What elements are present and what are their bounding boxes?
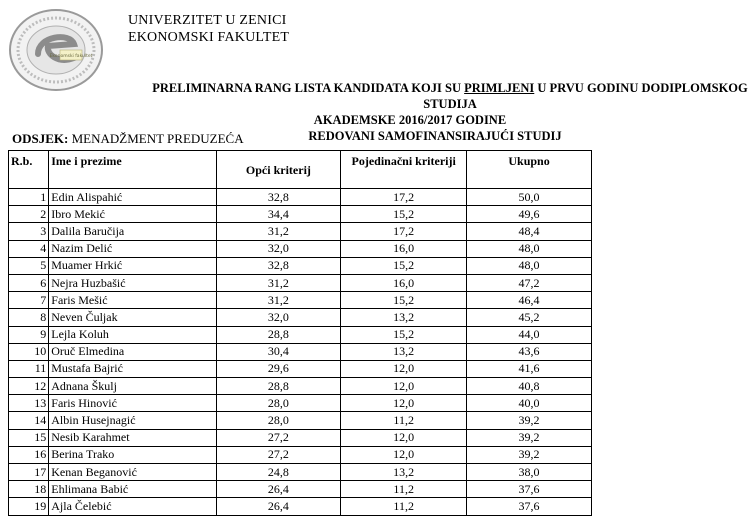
cell-general: 32,0 xyxy=(216,240,341,257)
cell-name: Lejla Koluh xyxy=(49,326,216,343)
cell-total: 39,2 xyxy=(467,446,592,463)
cell-general: 32,0 xyxy=(216,309,341,326)
cell-rb: 15 xyxy=(9,429,49,446)
cell-individual: 16,0 xyxy=(341,240,467,257)
cell-total: 46,4 xyxy=(467,292,592,309)
cell-individual: 11,2 xyxy=(341,412,467,429)
cell-name: Nesib Karahmet xyxy=(49,429,216,446)
cell-individual: 17,2 xyxy=(341,223,467,240)
cell-total: 40,0 xyxy=(467,395,592,412)
cell-name: Muamer Hrkić xyxy=(49,257,216,274)
cell-general: 34,4 xyxy=(216,206,341,223)
department-label: ODSJEK: xyxy=(12,131,69,146)
cell-individual: 12,0 xyxy=(341,429,467,446)
cell-general: 28,0 xyxy=(216,412,341,429)
cell-rb: 10 xyxy=(9,343,49,360)
cell-rb: 7 xyxy=(9,292,49,309)
cell-individual: 13,2 xyxy=(341,343,467,360)
cell-rb: 11 xyxy=(9,360,49,377)
table-row xyxy=(9,257,592,274)
ranking-table xyxy=(8,150,592,516)
table-row xyxy=(9,464,592,481)
cell-general: 32,8 xyxy=(216,189,341,206)
title-line-1-emphasis: PRIMLJENI xyxy=(464,81,535,95)
title-line-1 xyxy=(0,80,750,112)
university-name: UNIVERZITET U ZENICI xyxy=(128,13,287,28)
cell-rb: 4 xyxy=(9,240,49,257)
table-row xyxy=(9,240,592,257)
column-header-individual: Pojedinačni kriteriji xyxy=(341,151,467,189)
table-row xyxy=(9,360,592,377)
department-line xyxy=(12,131,244,147)
cell-general: 26,4 xyxy=(216,481,341,498)
cell-name: Ehlimana Babić xyxy=(49,481,216,498)
cell-total: 41,6 xyxy=(467,360,592,377)
cell-individual: 12,0 xyxy=(341,395,467,412)
title-line-2: AKADEMSKE 2016/2017 GODINE xyxy=(313,113,507,127)
cell-total: 43,6 xyxy=(467,343,592,360)
faculty-name: EKONOMSKI FAKULTET xyxy=(128,30,290,45)
cell-total: 48,0 xyxy=(467,240,592,257)
cell-name: Edin Alispahić xyxy=(49,189,216,206)
cell-general: 30,4 xyxy=(216,343,341,360)
table-row xyxy=(9,274,592,291)
table-row xyxy=(9,498,592,515)
cell-name: Dalila Baručija xyxy=(49,223,216,240)
cell-general: 28,8 xyxy=(216,326,341,343)
column-header-rb: R.b. xyxy=(9,151,49,189)
title-line-1-post: U PRVU GODINU DODIPLOMSKOG STUDIJA xyxy=(423,81,748,111)
table-row xyxy=(9,378,592,395)
cell-name: Nejra Huzbašić xyxy=(49,274,216,291)
cell-total: 37,6 xyxy=(467,498,592,515)
cell-individual: 12,0 xyxy=(341,378,467,395)
title-line-1-pre: PRELIMINARNA RANG LISTA KANDIDATA KOJI SU xyxy=(152,81,465,95)
cell-name: Adnana Škulj xyxy=(49,378,216,395)
cell-rb: 2 xyxy=(9,206,49,223)
table-row xyxy=(9,326,592,343)
cell-individual: 13,2 xyxy=(341,464,467,481)
table-row xyxy=(9,292,592,309)
cell-general: 27,2 xyxy=(216,429,341,446)
cell-name: Albin Husejnagić xyxy=(49,412,216,429)
cell-individual: 17,2 xyxy=(341,189,467,206)
cell-total: 38,0 xyxy=(467,464,592,481)
cell-rb: 8 xyxy=(9,309,49,326)
cell-individual: 11,2 xyxy=(341,481,467,498)
cell-rb: 3 xyxy=(9,223,49,240)
cell-rb: 6 xyxy=(9,274,49,291)
cell-total: 40,8 xyxy=(467,378,592,395)
cell-general: 27,2 xyxy=(216,446,341,463)
cell-general: 28,8 xyxy=(216,378,341,395)
cell-rb: 9 xyxy=(9,326,49,343)
cell-rb: 14 xyxy=(9,412,49,429)
cell-rb: 19 xyxy=(9,498,49,515)
cell-individual: 13,2 xyxy=(341,309,467,326)
table-row xyxy=(9,189,592,206)
cell-general: 29,6 xyxy=(216,360,341,377)
table-row xyxy=(9,412,592,429)
table-row xyxy=(9,223,592,240)
table-row xyxy=(9,206,592,223)
cell-name: Ibro Mekić xyxy=(49,206,216,223)
cell-total: 49,6 xyxy=(467,206,592,223)
institution-header xyxy=(128,12,289,46)
cell-individual: 15,2 xyxy=(341,257,467,274)
cell-general: 32,8 xyxy=(216,257,341,274)
column-header-name: Ime i prezime xyxy=(49,151,216,189)
cell-total: 48,4 xyxy=(467,223,592,240)
table-row xyxy=(9,395,592,412)
table-row xyxy=(9,481,592,498)
seal-label: Ekonomski fakultet xyxy=(49,54,93,59)
cell-general: 31,2 xyxy=(216,274,341,291)
column-header-general: Opći kriterij xyxy=(216,151,341,189)
cell-rb: 1 xyxy=(9,189,49,206)
cell-total: 37,6 xyxy=(467,481,592,498)
cell-name: Berina Trako xyxy=(49,446,216,463)
cell-total: 44,0 xyxy=(467,326,592,343)
cell-rb: 17 xyxy=(9,464,49,481)
title-line-3: REDOVANI SAMOFINANSIRAJUĆI STUDIJ xyxy=(308,129,562,143)
cell-individual: 11,2 xyxy=(341,498,467,515)
cell-total: 39,2 xyxy=(467,412,592,429)
cell-individual: 15,2 xyxy=(341,326,467,343)
cell-rb: 12 xyxy=(9,378,49,395)
cell-total: 50,0 xyxy=(467,189,592,206)
column-header-total: Ukupno xyxy=(467,151,592,189)
cell-general: 24,8 xyxy=(216,464,341,481)
cell-individual: 12,0 xyxy=(341,446,467,463)
cell-general: 31,2 xyxy=(216,292,341,309)
cell-general: 26,4 xyxy=(216,498,341,515)
cell-name: Faris Mešić xyxy=(49,292,216,309)
cell-individual: 16,0 xyxy=(341,274,467,291)
cell-name: Ajla Čelebić xyxy=(49,498,216,515)
cell-rb: 5 xyxy=(9,257,49,274)
cell-individual: 12,0 xyxy=(341,360,467,377)
table-row xyxy=(9,446,592,463)
cell-general: 28,0 xyxy=(216,395,341,412)
cell-individual: 15,2 xyxy=(341,292,467,309)
cell-name: Neven Čuljak xyxy=(49,309,216,326)
cell-rb: 13 xyxy=(9,395,49,412)
cell-name: Faris Hinović xyxy=(49,395,216,412)
department-value: MENADŽMENT PREDUZEĆA xyxy=(71,131,244,146)
cell-name: Mustafa Bajrić xyxy=(49,360,216,377)
table-row xyxy=(9,309,592,326)
cell-general: 31,2 xyxy=(216,223,341,240)
cell-individual: 15,2 xyxy=(341,206,467,223)
cell-total: 47,2 xyxy=(467,274,592,291)
table-header-row xyxy=(9,151,592,189)
cell-total: 45,2 xyxy=(467,309,592,326)
cell-total: 48,0 xyxy=(467,257,592,274)
cell-name: Nazim Delić xyxy=(49,240,216,257)
table-row xyxy=(9,429,592,446)
cell-rb: 18 xyxy=(9,481,49,498)
cell-total: 39,2 xyxy=(467,429,592,446)
cell-name: Kenan Beganović xyxy=(49,464,216,481)
cell-name: Oruč Elmedina xyxy=(49,343,216,360)
table-row xyxy=(9,343,592,360)
cell-rb: 16 xyxy=(9,446,49,463)
